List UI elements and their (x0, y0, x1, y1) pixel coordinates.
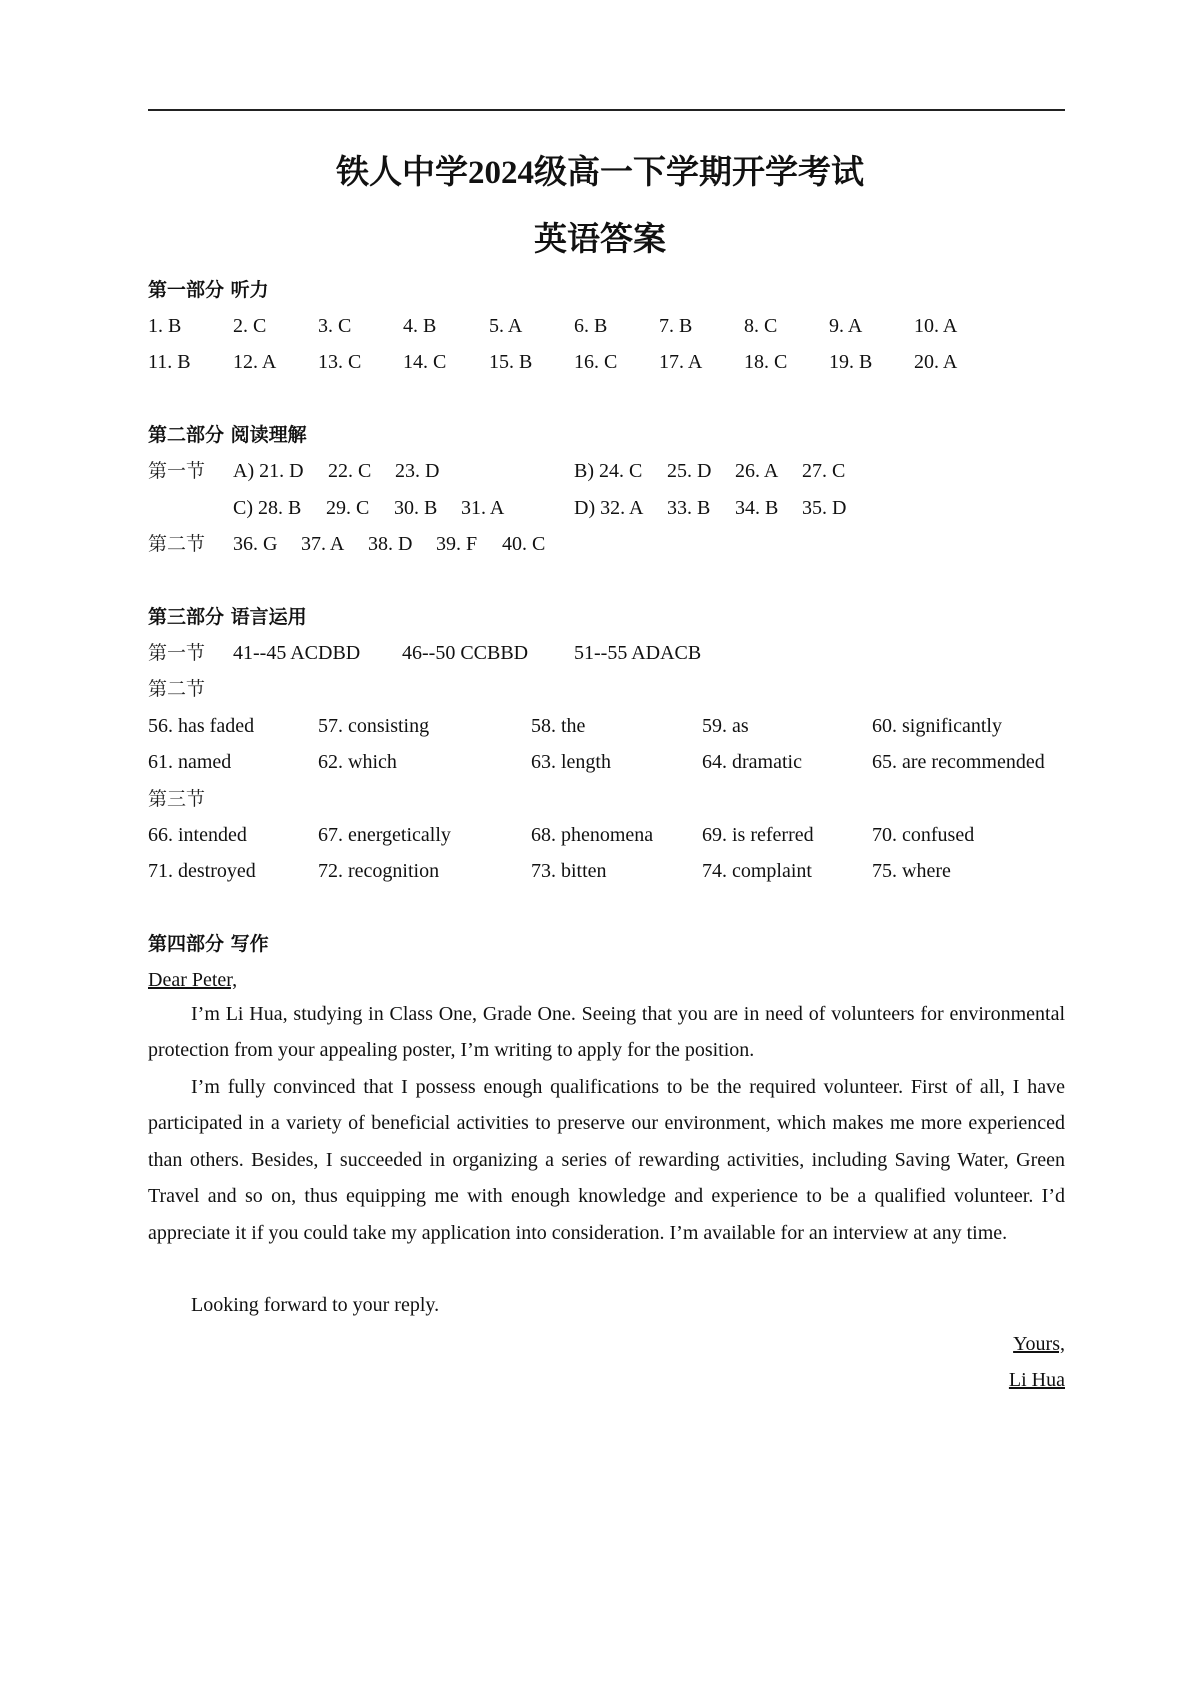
answer-item: 14. C (403, 351, 447, 373)
letter-signature: Li Hua (1008, 1369, 1065, 1391)
answer-item: 75. where (872, 860, 951, 882)
answer-item: B) 24. C (574, 460, 643, 482)
answer-item: 9. A (829, 315, 863, 337)
answer-item: 74. complaint (702, 860, 812, 882)
answer-item: 3. C (318, 315, 352, 337)
part3-section1-label: 第一节 (148, 642, 206, 664)
answer-item: 20. A (914, 351, 958, 373)
answer-item: 12. A (233, 351, 277, 373)
answer-item: 11. B (148, 351, 191, 373)
answer-item: 68. phenomena (531, 824, 654, 846)
part3-section3-label: 第三节 (148, 788, 206, 810)
answer-item: 13. C (318, 351, 362, 373)
answer-item: 2. C (233, 315, 267, 337)
answer-item: 40. C (502, 533, 546, 555)
answer-item: 46--50 CCBBD (402, 642, 529, 664)
answer-item: 19. B (829, 351, 873, 373)
part3-heading: 第三部分 语言运用 (148, 606, 307, 628)
answer-item: 51--55 ADACB (574, 642, 702, 664)
answer-item: 70. confused (872, 824, 975, 846)
answer-item: 39. F (436, 533, 478, 555)
letter-closing: Yours, (1013, 1333, 1065, 1355)
part4-heading: 第四部分 写作 (148, 933, 269, 955)
answer-item: 25. D (667, 460, 712, 482)
top-rule (148, 109, 1065, 111)
answer-item: 34. B (735, 497, 779, 519)
answer-item: 10. A (914, 315, 958, 337)
answer-item: 29. C (326, 497, 370, 519)
answer-item: 38. D (368, 533, 413, 555)
answer-item: 26. A (735, 460, 779, 482)
answer-item: 73. bitten (531, 860, 607, 882)
answer-item: 62. which (318, 751, 397, 773)
answer-item: 36. G (233, 533, 278, 555)
answer-item: 1. B (148, 315, 182, 337)
answer-item: 37. A (301, 533, 345, 555)
part2-heading: 第二部分 阅读理解 (148, 424, 307, 446)
answer-item: 61. named (148, 751, 232, 773)
answer-item: 59. as (702, 715, 749, 737)
answer-item: 27. C (802, 460, 846, 482)
part2-section2-label: 第二节 (148, 533, 206, 555)
answer-item: 23. D (395, 460, 440, 482)
document-subtitle: 英语答案 (534, 222, 666, 258)
answer-item: 30. B (394, 497, 438, 519)
answer-item: 72. recognition (318, 860, 440, 882)
document-title: 铁人中学2024级高一下学期开学考试 (336, 155, 864, 191)
answer-item: 4. B (403, 315, 437, 337)
part3-section2-label: 第二节 (148, 678, 206, 700)
answer-item: 8. C (744, 315, 778, 337)
letter-paragraph-1: I’m Li Hua, studying in Class One, Grade One. Seeing that you are in need of volunteers for environmental protection from your appealing poster, I’m writing to apply for the position. (148, 1003, 1065, 1062)
answer-item: 65. are recommended (872, 751, 1045, 773)
answer-item: 18. C (744, 351, 788, 373)
answer-item: 35. D (802, 497, 847, 519)
answer-item: 33. B (667, 497, 711, 519)
answer-item: 41--45 ACDBD (233, 642, 361, 664)
answer-item: 57. consisting (318, 715, 430, 737)
answer-item: 7. B (659, 315, 693, 337)
answer-item: 56. has faded (148, 715, 255, 737)
answer-item: 17. A (659, 351, 703, 373)
answer-item: A) 21. D (233, 460, 304, 482)
part2-section1-label: 第一节 (148, 460, 206, 482)
answer-item: 64. dramatic (702, 751, 802, 773)
answer-item: 67. energetically (318, 824, 451, 846)
answer-item: 63. length (531, 751, 611, 773)
letter-paragraph-3: Looking forward to your reply. (191, 1294, 440, 1316)
part1-heading: 第一部分 听力 (148, 279, 269, 301)
answer-item: 16. C (574, 351, 618, 373)
letter-greeting: Dear Peter, (148, 969, 238, 991)
answer-item: 31. A (461, 497, 505, 519)
answer-item: 22. C (328, 460, 372, 482)
answer-item: 71. destroyed (148, 860, 256, 882)
letter-paragraph-2: I’m fully convinced that I possess enough qualifications to be the required volunteer. First of all, I have participated in a variety of beneficial activities to preserve our environment, which makes me more experienced than others. Besides, I succeeded in organizing a series of rewarding activities, including Saving Water, Green Travel and so on, thus equipping me with enough knowledge and experience to be a qualified volunteer. I’d appreciate it if you could take my application into consideration. I’m available for an interview at any time. (148, 1076, 1065, 1244)
answer-item: C) 28. B (233, 497, 302, 519)
answer-item: 66. intended (148, 824, 247, 846)
answer-item: 5. A (489, 315, 523, 337)
answer-item: 69. is referred (702, 824, 814, 846)
answer-item: 6. B (574, 315, 608, 337)
answer-item: 60. significantly (872, 715, 1002, 737)
answer-item: 15. B (489, 351, 533, 373)
answer-item: 58. the (531, 715, 586, 737)
answer-item: D) 32. A (574, 497, 644, 519)
